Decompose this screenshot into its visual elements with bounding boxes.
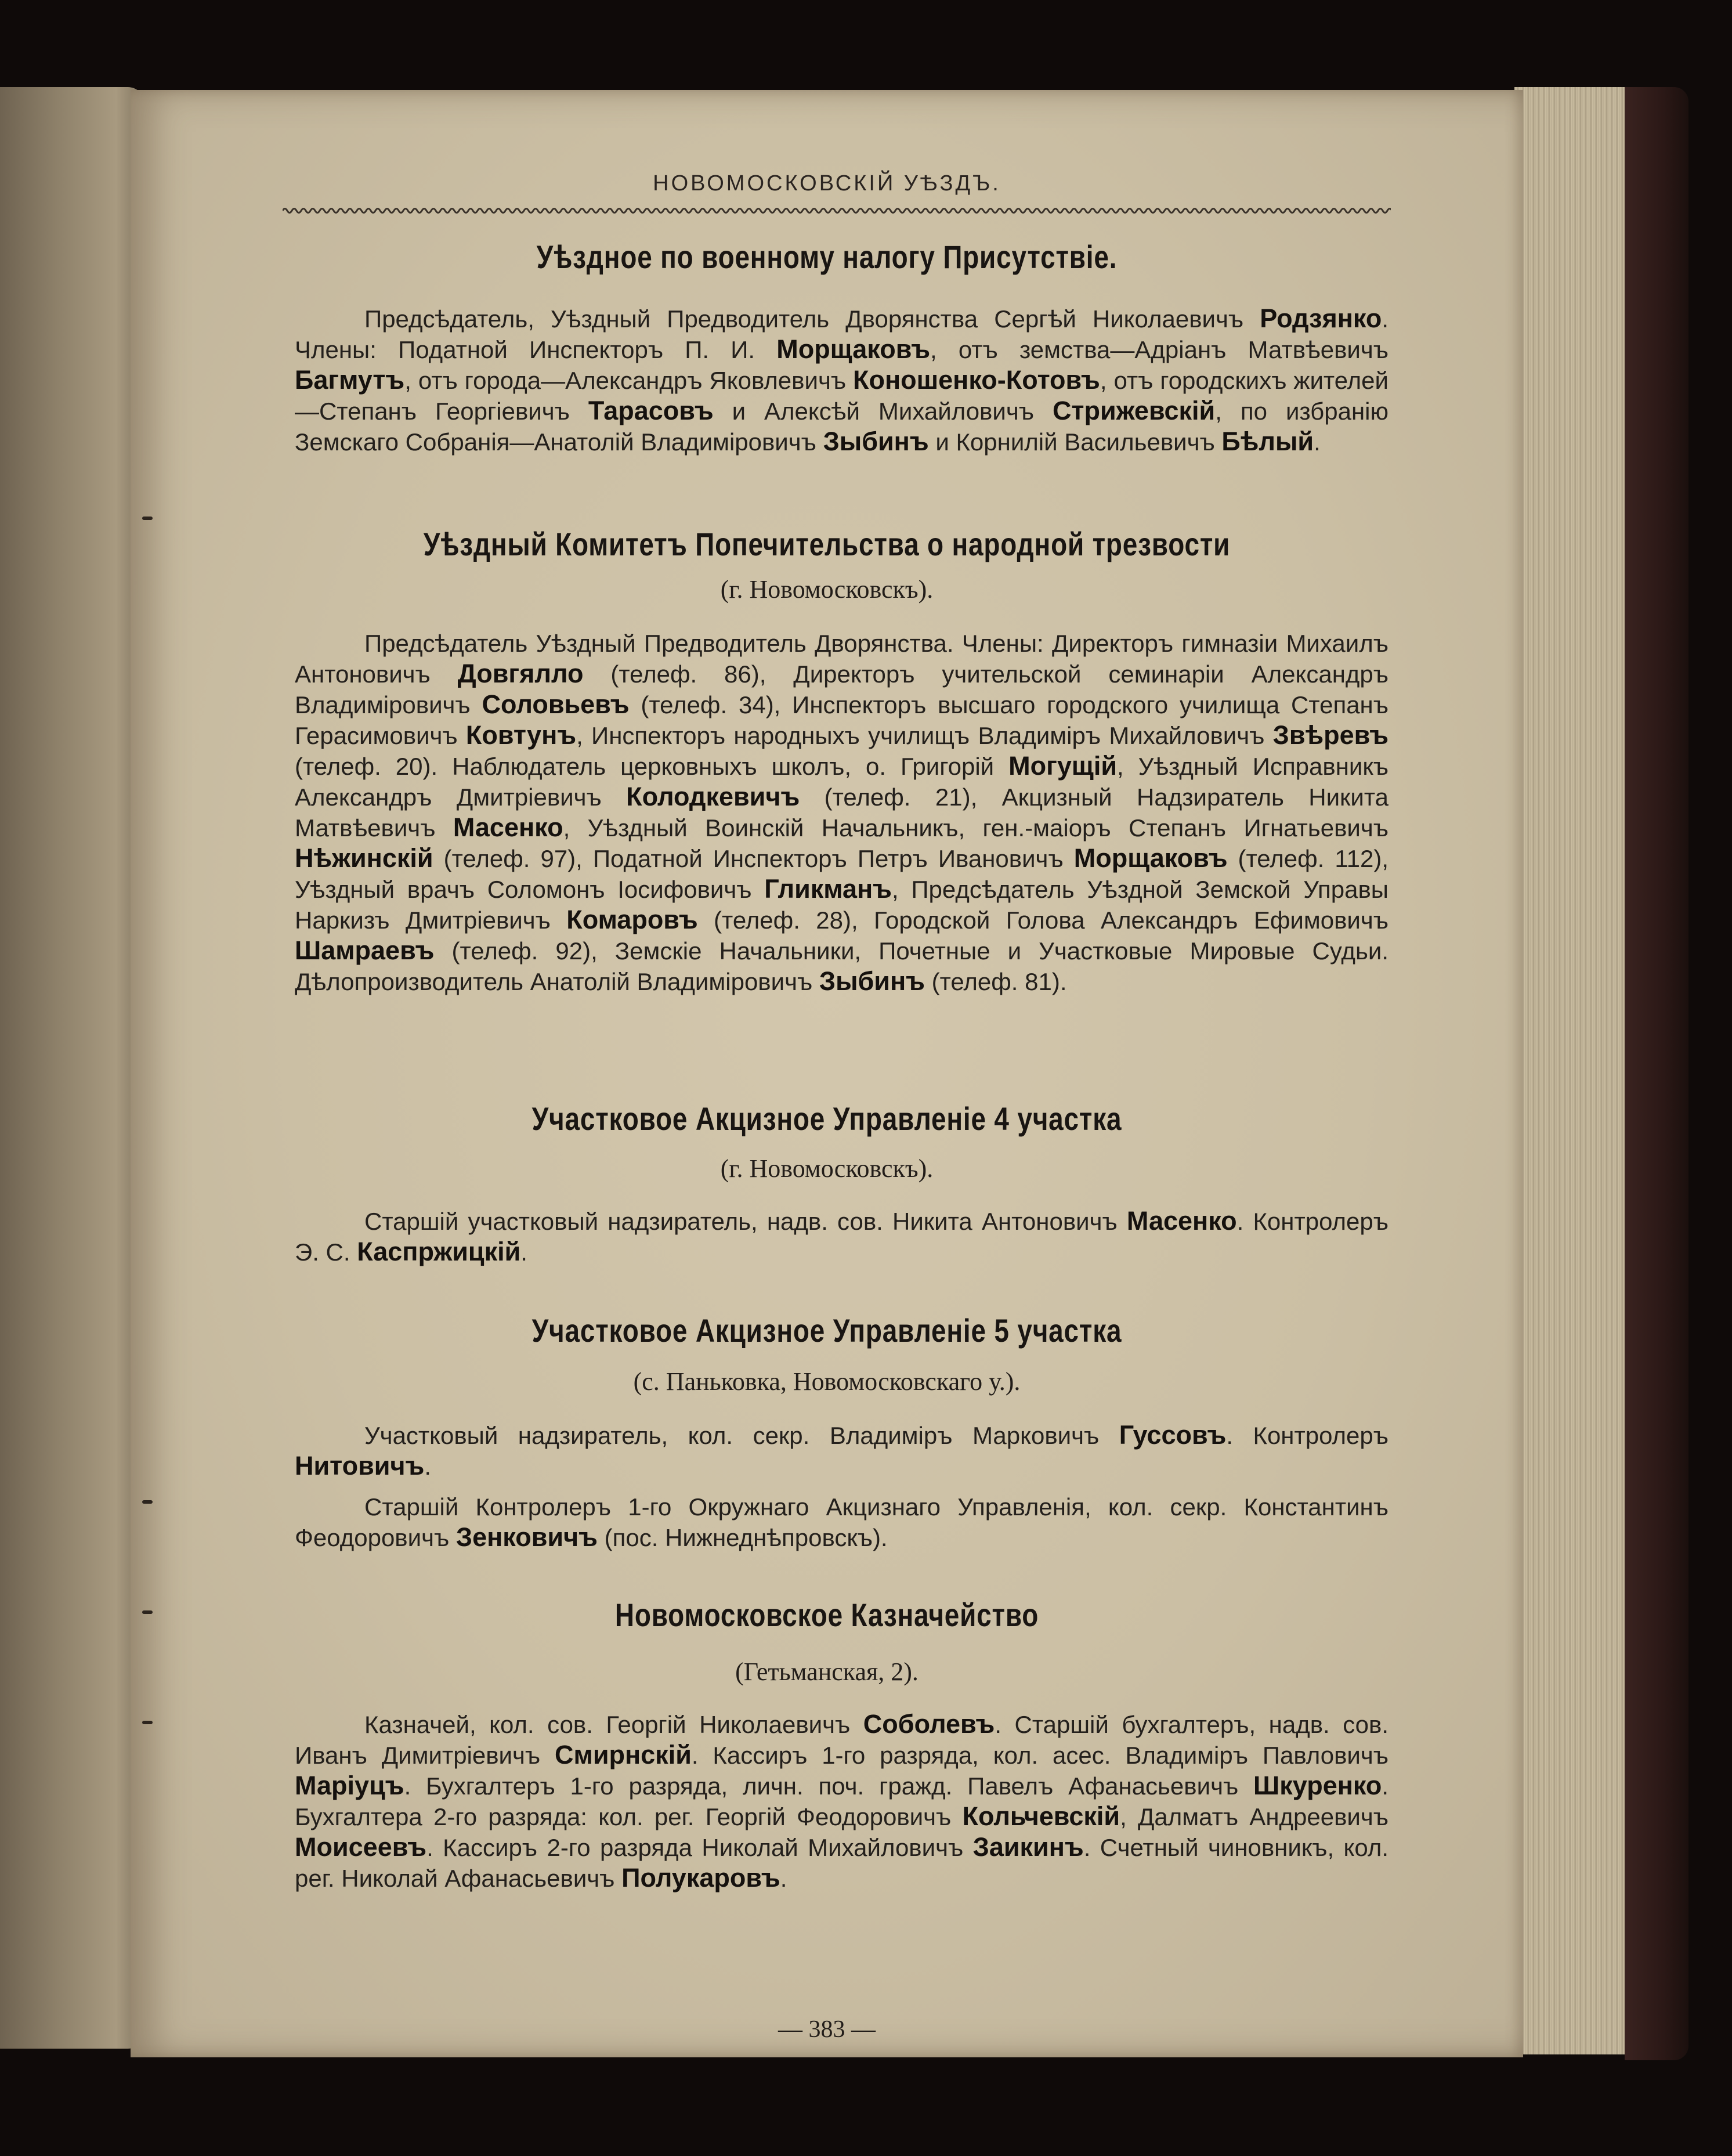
paragraph-text: , Далматъ Андреевичъ (1120, 1803, 1389, 1830)
paragraph-text: Казначей, кол. сов. Георгій Николаевичъ (364, 1711, 863, 1738)
paragraph-text: (телеф. 97), Податной Инспекторъ Петръ Ивановичъ (433, 845, 1074, 872)
surname-bold: Колодкевичъ (626, 782, 800, 811)
section-paragraph (295, 304, 1389, 457)
paragraph-text: (телеф. 34), Инспекторъ высшаго городского училища Степанъ Герасимовичъ (295, 691, 1389, 749)
paragraph-text: , Уѣздный Исправникъ Александръ Дмитріевичъ (295, 753, 1389, 811)
surname-bold: Моисеевъ (295, 1832, 427, 1862)
surname-bold: Маріуцъ (295, 1771, 404, 1800)
surname-bold: Морщаковъ (776, 334, 931, 364)
section-title: Уѣздный Комитетъ Попечительства о народной трезвости (423, 526, 1231, 562)
surname-bold: Багмутъ (295, 365, 405, 395)
section-paragraph (295, 629, 1389, 997)
paragraph-text: (телеф. 21), Акцизный Надзиратель Никита Матвѣевичъ (295, 783, 1389, 842)
book-page (131, 90, 1523, 2057)
surname-bold: Шкуренко (1253, 1771, 1382, 1800)
wavy-rule-divider (283, 205, 1391, 216)
paragraph-text: , по избранію Земскаго Собранія—Анатолій Владиміровичъ (295, 398, 1389, 456)
surname-bold: Зыбинъ (823, 427, 929, 456)
page-number: — 383 — (778, 2016, 876, 2043)
gutter-mark (142, 517, 153, 520)
surname-bold: Соболевъ (863, 1709, 995, 1739)
surname-bold: Каспржицкій (357, 1237, 521, 1266)
paragraph-text: Участковый надзиратель, кол. секр. Владиміръ Марковичъ (364, 1422, 1119, 1449)
surname-bold: Нитовичъ (295, 1451, 425, 1480)
surname-bold: Довгялло (457, 659, 584, 688)
section-paragraph (295, 1420, 1389, 1482)
paragraph-text: Предсѣдатель, Уѣздный Предводитель Дворянства Сергѣй Николаевичъ (364, 305, 1260, 333)
paragraph-text: Предсѣдатель Уѣздный Предводитель Дворянства. Члены: Директоръ гимназіи Михаилъ Антоновичъ (295, 630, 1389, 688)
paragraph-text: и Корнилій Васильевичъ (928, 428, 1222, 456)
paragraph-text: (телеф. 92), Земскіе Начальники, Почетные и Участковые Мировые Судьи. Дѣлопроизводитель Анатолій Владиміровичъ (295, 937, 1389, 995)
surname-bold: Зыбинъ (819, 966, 925, 996)
paragraph-text: . Контролеръ (1226, 1422, 1389, 1449)
left-page-edge (0, 87, 145, 2049)
section-title: Участковое Акцизное Управленіе 4 участка (531, 1100, 1122, 1137)
paragraph-text: и Алексѣй Михайловичъ (713, 398, 1053, 425)
surname-bold: Тарасовъ (588, 396, 714, 425)
surname-bold: Масенко (1126, 1206, 1237, 1236)
section-subtitle: (г. Новомосковскъ). (720, 1154, 934, 1183)
surname-bold: Соловьевъ (482, 689, 630, 719)
paragraph-text: . Старшій бухгалтеръ, надв. сов. Иванъ Димитріевичъ (295, 1711, 1389, 1769)
surname-bold: Нѣжинскій (295, 843, 433, 873)
paragraph-text: Старшій Контролеръ 1-го Окружнаго Акцизнаго Управленія, кол. секр. Константинъ Феодоровичъ (295, 1493, 1389, 1551)
paragraph-text: , Инспекторъ народныхъ училищъ Владиміръ Михайловичъ (576, 722, 1273, 749)
running-head: НОВОМОСКОВСКІЙ УѢЗДЪ. (653, 171, 1001, 196)
paragraph-text: . Бухгалтеръ 1-го разряда, личн. поч. гражд. Павелъ Афанасьевичъ (404, 1772, 1254, 1800)
surname-bold: Могущій (1008, 751, 1117, 781)
gutter-mark (142, 1610, 153, 1614)
paragraph-text: (пос. Нижнеднѣпровскъ). (597, 1524, 888, 1551)
paragraph-text: . Кассиръ 1-го разряда, кол. асес. Владиміръ Павловичъ (691, 1742, 1389, 1769)
surname-bold: Комаровъ (566, 905, 698, 934)
paragraph-text: . (520, 1238, 527, 1266)
paragraph-text: . Члены: Податной Инспекторъ П. И. (295, 305, 1389, 363)
surname-bold: Заикинъ (972, 1832, 1084, 1862)
surname-bold: Коношенко-Котовъ (853, 365, 1100, 395)
gutter-mark (142, 1500, 153, 1504)
surname-bold: Стрижевскій (1052, 396, 1216, 425)
surname-bold: Смирнскій (555, 1740, 692, 1769)
section-paragraph (295, 1206, 1389, 1267)
page-stack-edge (1514, 87, 1630, 2054)
section-paragraph (295, 1709, 1389, 1894)
surname-bold: Ковтунъ (465, 720, 577, 750)
surname-bold: Родзянко (1260, 304, 1382, 333)
paragraph-text: , отъ городскихъ жителей—Степанъ Георгіевичъ (295, 367, 1389, 425)
paragraph-text: . Кассиръ 2-го разряда Николай Михайловичъ (426, 1834, 973, 1861)
paragraph-text: , отъ земства—Адріанъ Матвѣевичъ (930, 336, 1389, 363)
paragraph-text: (телеф. 112), Уѣздный врачъ Соломонъ Іосифовичъ (295, 845, 1389, 903)
paragraph-text: . (424, 1453, 432, 1480)
section-subtitle: (Гетьманская, 2). (735, 1657, 919, 1686)
surname-bold: Масенко (453, 812, 563, 842)
section-paragraph (295, 1492, 1389, 1553)
paragraph-text: (телеф. 20). Наблюдатель церковныхъ школъ, о. Григорій (295, 753, 1009, 780)
paragraph-text: (телеф. 86), Директоръ учительской семинаріи Александръ Владиміровичъ (295, 660, 1389, 718)
paragraph-text: . Счетный чиновникъ, кол. рег. Николай Афанасьевичъ (295, 1834, 1389, 1892)
paragraph-text: . (1314, 428, 1321, 456)
surname-bold: Гуссовъ (1119, 1420, 1227, 1450)
surname-bold: Полукаровъ (621, 1863, 780, 1893)
surname-bold: Звѣревъ (1272, 720, 1389, 750)
surname-bold: Зенковичъ (455, 1522, 598, 1552)
paragraph-text: (телеф. 28), Городской Голова Александръ Ефимовичъ (697, 907, 1389, 934)
surname-bold: Бѣлый (1221, 427, 1314, 456)
section-subtitle: (с. Паньковка, Новомосковскаго у.). (633, 1367, 1021, 1396)
surname-bold: Шамраевъ (295, 936, 435, 965)
book-cover-edge (1625, 87, 1688, 2060)
paragraph-text: . (780, 1865, 787, 1892)
section-title: Участковое Акцизное Управленіе 5 участка (531, 1312, 1122, 1349)
paragraph-text: . Бухгалтера 2-го разряда: кол. рег. Георгій Феодоровичъ (295, 1772, 1389, 1830)
paragraph-text: , отъ города—Александръ Яковлевичъ (404, 367, 853, 394)
surname-bold: Гликманъ (764, 874, 892, 904)
section-title: Новомосковское Казначейство (614, 1597, 1039, 1633)
paragraph-text: (телеф. 81). (924, 968, 1067, 995)
surname-bold: Кольчевскій (962, 1801, 1120, 1831)
section-title: Уѣздное по военному налогу Присутствіе. (536, 239, 1118, 275)
section-subtitle: (г. Новомосковскъ). (720, 575, 934, 604)
gutter-mark (142, 1721, 153, 1724)
surname-bold: Морщаковъ (1073, 843, 1228, 873)
paragraph-text: Старшій участковый надзиратель, надв. сов. Никита Антоновичъ (364, 1208, 1127, 1235)
paragraph-text: , Предсѣдатель Уѣздной Земской Управы Наркизъ Дмитріевичъ (295, 876, 1389, 934)
paragraph-text: , Уѣздный Воинскій Начальникъ, ген.-маіоръ Степанъ Игнатьевичъ (563, 814, 1389, 842)
paragraph-text: . Контролеръ Э. С. (295, 1208, 1389, 1266)
